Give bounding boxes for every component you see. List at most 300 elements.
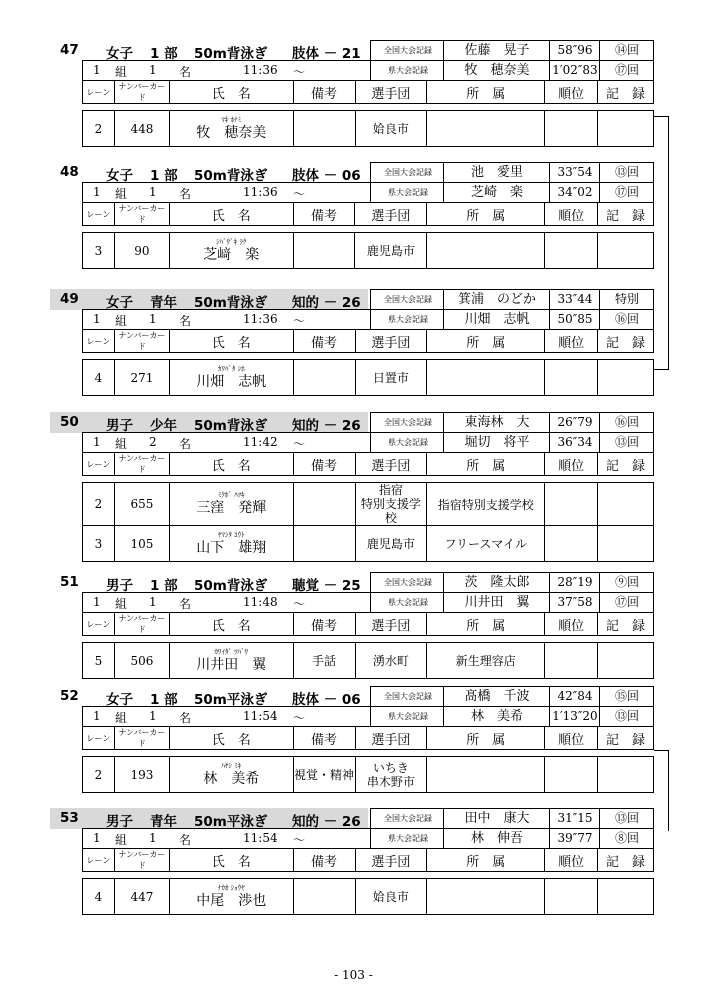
column-header-row	[83, 453, 654, 476]
affiliation: フリースマイル	[427, 526, 545, 562]
column-rank: 順位	[545, 453, 598, 476]
group-count: 1	[93, 595, 101, 609]
event-title-bar	[50, 40, 368, 61]
national-record-meet: ⑯回	[614, 415, 639, 429]
event-number: 47	[60, 42, 79, 58]
heat-info-row	[83, 310, 654, 330]
athlete-name: 川井田 翼	[196, 656, 267, 673]
national-record	[370, 162, 654, 183]
column-lane: レーン	[83, 727, 115, 750]
group-unit: 組	[115, 711, 128, 725]
column-team: 選手団	[355, 849, 427, 872]
remarks	[293, 879, 355, 915]
record	[598, 526, 654, 562]
column-number: ナンバーカード	[114, 453, 169, 476]
event-category: 知的 － 26	[292, 814, 361, 830]
column-team: 選手団	[355, 203, 427, 226]
athlete-name-cell	[169, 483, 293, 526]
tilde: ～	[293, 65, 306, 79]
prefecture-record-holder: 林 美希	[445, 707, 550, 726]
athlete-name: 中尾 渉也	[196, 892, 267, 909]
record	[598, 111, 654, 147]
heat-table	[82, 592, 654, 679]
national-record-holder: 佐藤 晃子	[445, 41, 550, 60]
column-record: 記 録	[598, 849, 654, 872]
number-card: 447	[114, 879, 169, 915]
national-record-holder: 東海林 大	[445, 413, 550, 432]
record	[598, 757, 654, 793]
column-team: 選手団	[355, 330, 427, 353]
group-count: 1	[93, 185, 101, 199]
heat-info	[83, 433, 356, 453]
column-number: ナンバーカード	[114, 849, 169, 872]
heat-info	[83, 183, 355, 203]
team-line: 串木野市	[366, 774, 415, 789]
rank	[545, 879, 598, 915]
event-sex: 女子	[106, 295, 133, 311]
national-record	[370, 289, 654, 310]
heat-info-row	[83, 707, 654, 727]
prefecture-record-time: 39″77	[551, 829, 600, 848]
person-count: 2	[149, 435, 157, 449]
start-time: 11:36	[243, 185, 278, 199]
prefecture-record-label: 県大会記録	[373, 310, 444, 329]
event-title-bar	[50, 412, 368, 433]
national-record-holder: 箕浦 のどか	[445, 290, 550, 309]
column-lane: レーン	[83, 453, 115, 476]
column-header-row	[83, 81, 654, 104]
column-rank: 順位	[545, 81, 598, 104]
team-line: 湧水町	[372, 653, 409, 668]
prefecture-record-meet: ⑬回	[614, 435, 639, 449]
person-unit: 名	[179, 597, 192, 611]
event-number: 50	[60, 414, 79, 430]
person-count: 1	[149, 595, 157, 609]
start-time: 11:42	[243, 435, 278, 449]
national-record	[370, 686, 654, 707]
heat-info-spacer	[355, 183, 654, 203]
event-division: 1 部	[150, 46, 178, 62]
rank	[545, 483, 598, 526]
heat-info-spacer	[355, 829, 654, 849]
column-team: 選手団	[355, 453, 427, 476]
column-record: 記 録	[598, 453, 654, 476]
event-sex: 男子	[106, 578, 133, 594]
national-record-label: 全国大会記録	[373, 687, 444, 706]
athlete-name: 川畑 志帆	[196, 373, 267, 390]
team	[355, 483, 427, 526]
person-unit: 名	[179, 65, 192, 79]
start-time: 11:36	[243, 63, 278, 77]
tilde: ～	[293, 597, 306, 611]
spacer-cell	[83, 636, 654, 643]
spacer-row	[83, 750, 654, 757]
group-count: 1	[93, 709, 101, 723]
column-team: 選手団	[355, 727, 427, 750]
start-time: 11:54	[243, 709, 278, 723]
prefecture-record-meet: ⑧回	[614, 831, 639, 845]
team	[355, 879, 427, 915]
national-record-meet: ⑬回	[614, 811, 639, 825]
prefecture-record-label: 県大会記録	[373, 829, 444, 848]
prefecture-record-label: 県大会記録	[373, 707, 444, 726]
lane: 4	[83, 879, 115, 915]
event-block	[50, 686, 654, 789]
tilde: ～	[293, 833, 306, 847]
heat-table	[82, 828, 654, 915]
affiliation	[427, 233, 545, 269]
team	[355, 526, 427, 562]
heat-table	[82, 309, 654, 396]
start-time: 11:36	[243, 312, 278, 326]
national-record-time: 58″96	[551, 41, 600, 60]
spacer-row	[83, 353, 654, 360]
athlete-name-cell	[169, 879, 293, 915]
number-card: 90	[114, 233, 169, 269]
national-record	[370, 808, 654, 829]
team-line: 特別支援学校	[360, 497, 421, 525]
event-stroke: 50m背泳ぎ	[194, 578, 268, 594]
prefecture-record-meet: ⑯回	[614, 312, 639, 326]
column-name: 氏 名	[169, 613, 293, 636]
column-remarks: 備考	[293, 330, 355, 353]
column-number: ナンバーカード	[114, 727, 169, 750]
team-line: 姶良市	[372, 121, 409, 136]
team-line: 鹿児島市	[366, 243, 415, 258]
event-number: 52	[60, 688, 79, 704]
athlete-name-cell	[169, 757, 293, 793]
column-record: 記 録	[598, 81, 654, 104]
prefecture-record-holder: 堀切 将平	[445, 433, 550, 452]
national-record-label: 全国大会記録	[373, 41, 444, 60]
prefecture-record-time: 1′13″20	[551, 707, 600, 726]
heat-info-spacer	[355, 310, 654, 330]
column-header-row	[83, 613, 654, 636]
group-unit: 組	[115, 437, 128, 451]
prefecture-record-meet: ⑬回	[614, 709, 639, 723]
national-record-meet: ⑬回	[614, 165, 639, 179]
affiliation	[427, 879, 545, 915]
heat-info	[83, 829, 356, 849]
national-record-label: 全国大会記録	[373, 573, 444, 592]
rank	[545, 111, 598, 147]
bracket-line-top	[654, 116, 669, 370]
column-affiliation: 所 属	[427, 203, 545, 226]
column-remarks: 備考	[293, 81, 355, 104]
event-stroke: 50m背泳ぎ	[194, 168, 268, 184]
national-record-holder: 池 愛里	[445, 163, 550, 182]
athlete-row	[83, 643, 654, 679]
event-sex: 男子	[106, 814, 133, 830]
heat-info	[83, 707, 356, 727]
spacer-cell	[83, 104, 654, 111]
column-rank: 順位	[545, 203, 598, 226]
spacer-cell	[83, 226, 654, 233]
column-header-row	[83, 330, 654, 353]
column-header-row	[83, 727, 654, 750]
spacer-row	[83, 476, 654, 483]
column-name: 氏 名	[169, 727, 293, 750]
prefecture-record-label: 県大会記録	[373, 61, 444, 80]
lane: 4	[83, 360, 115, 396]
athlete-name: 林 美希	[203, 770, 260, 787]
heat-info	[83, 310, 356, 330]
event-category: 聴覚 － 25	[292, 578, 361, 594]
prefecture-record-meet: ⑰回	[614, 185, 639, 199]
tilde: ～	[293, 314, 306, 328]
prefecture-record-time: 34″02	[551, 183, 600, 202]
column-remarks: 備考	[293, 727, 355, 750]
page-number: - 103 -	[334, 968, 373, 982]
heat-info-row	[83, 61, 654, 81]
heat-info-row	[83, 593, 654, 613]
group-count: 1	[93, 312, 101, 326]
heat-info-spacer	[355, 61, 654, 81]
remarks	[293, 483, 355, 526]
team-line: 指宿	[378, 483, 403, 497]
group-count: 1	[93, 831, 101, 845]
national-record-meet: ⑮回	[614, 689, 639, 703]
column-remarks: 備考	[293, 849, 355, 872]
column-remarks: 備考	[293, 453, 355, 476]
name-kana: ﾐｸﾎﾞ ﾊﾂｷ	[217, 491, 245, 499]
spacer-cell	[83, 353, 654, 360]
prefecture-record-holder: 川畑 志帆	[445, 310, 550, 329]
national-record-time: 33″44	[551, 290, 600, 309]
national-record-label: 全国大会記録	[373, 809, 444, 828]
prefecture-record-holder: 牧 穂奈美	[445, 61, 550, 80]
column-header-row	[83, 849, 654, 872]
event-block	[50, 808, 654, 909]
athlete-row	[83, 360, 654, 396]
event-number: 49	[60, 291, 79, 307]
heat-info-row	[83, 433, 654, 453]
rank	[545, 526, 598, 562]
column-lane: レーン	[83, 81, 115, 104]
event-division: 1 部	[150, 168, 178, 184]
event-division: 1 部	[150, 692, 178, 708]
column-header-row	[83, 203, 654, 226]
prefecture-record-holder: 林 伸吾	[445, 829, 550, 848]
group-unit: 組	[115, 65, 128, 79]
event-category: 肢体 － 06	[292, 168, 361, 184]
group-unit: 組	[115, 187, 128, 201]
column-team: 選手団	[355, 613, 427, 636]
person-count: 1	[149, 831, 157, 845]
column-rank: 順位	[545, 330, 598, 353]
national-record-holder: 田中 康大	[445, 809, 550, 828]
event-number: 51	[60, 574, 79, 590]
national-record-meet: 特別	[614, 292, 639, 306]
lane: 2	[83, 483, 115, 526]
rank	[545, 643, 598, 679]
national-record	[370, 572, 654, 593]
event-division: 青年	[150, 295, 177, 311]
number-card: 193	[114, 757, 169, 793]
event-title-bar	[50, 686, 368, 707]
prefecture-record-holder: 川井田 翼	[445, 593, 550, 612]
prefecture-record-label: 県大会記録	[373, 593, 444, 612]
record	[598, 233, 654, 269]
heat-info-spacer	[355, 593, 654, 613]
spacer-row	[83, 872, 654, 879]
event-block	[50, 40, 654, 141]
event-sex: 女子	[106, 692, 133, 708]
team-line: 姶良市	[372, 889, 409, 904]
column-number: ナンバーカード	[114, 81, 169, 104]
event-stroke: 50m平泳ぎ	[194, 814, 268, 830]
column-affiliation: 所 属	[427, 453, 545, 476]
athlete-name-cell	[169, 233, 293, 269]
prefecture-record-meet: ⑰回	[614, 595, 639, 609]
heat-table	[82, 432, 654, 562]
group-unit: 組	[115, 597, 128, 611]
prefecture-record-time: 50″85	[551, 310, 600, 329]
team-line: 鹿児島市	[366, 536, 415, 551]
name-kana: ｼﾊﾞｻﾞｷ ﾗｸ	[216, 237, 247, 246]
number-card: 271	[114, 360, 169, 396]
name-kana: ｶﾜﾊﾞﾀ ｼﾎ	[217, 364, 245, 373]
athlete-name-cell	[169, 643, 293, 679]
person-unit: 名	[179, 187, 192, 201]
spacer-row	[83, 104, 654, 111]
tilde: ～	[293, 711, 306, 725]
affiliation	[427, 757, 545, 793]
national-record-label: 全国大会記録	[373, 290, 444, 309]
tilde: ～	[293, 187, 306, 201]
event-division: 1 部	[150, 578, 178, 594]
remarks: 視覚・精神	[293, 757, 355, 793]
prefecture-record-label: 県大会記録	[373, 183, 444, 202]
column-remarks: 備考	[293, 203, 355, 226]
event-stroke: 50m背泳ぎ	[194, 295, 268, 311]
remarks	[293, 233, 355, 269]
column-name: 氏 名	[169, 81, 293, 104]
column-record: 記 録	[598, 203, 654, 226]
event-sex: 女子	[106, 46, 133, 62]
person-unit: 名	[179, 711, 192, 725]
person-unit: 名	[179, 437, 192, 451]
national-record-time: 42″84	[551, 687, 600, 706]
start-time: 11:48	[243, 595, 278, 609]
event-title-bar	[50, 572, 368, 593]
column-name: 氏 名	[169, 203, 293, 226]
team	[355, 233, 427, 269]
heat-info	[83, 61, 356, 81]
team	[355, 643, 427, 679]
event-block	[50, 572, 654, 673]
column-affiliation: 所 属	[427, 81, 545, 104]
national-record-time: 33″54	[551, 163, 600, 182]
national-record-time: 28″19	[551, 573, 600, 592]
start-time: 11:54	[243, 831, 278, 845]
column-affiliation: 所 属	[427, 613, 545, 636]
national-record-meet: ⑨回	[614, 575, 639, 589]
column-name: 氏 名	[169, 453, 293, 476]
athlete-name-cell	[169, 360, 293, 396]
spacer-row	[83, 636, 654, 643]
lane: 5	[83, 643, 115, 679]
athlete-name-cell	[169, 111, 293, 147]
national-record-meet: ⑭回	[614, 43, 639, 57]
affiliation: 新生理容店	[427, 643, 545, 679]
affiliation: 指宿特別支援学校	[427, 483, 545, 526]
rank	[545, 757, 598, 793]
event-stroke: 50m平泳ぎ	[194, 692, 268, 708]
group-unit: 組	[115, 314, 128, 328]
event-division: 少年	[150, 418, 177, 434]
national-record-time: 26″79	[551, 413, 600, 432]
athlete-row	[83, 526, 654, 562]
record	[598, 483, 654, 526]
event-stroke: 50m背泳ぎ	[194, 46, 268, 62]
prefecture-record-time: 1′02″83	[551, 61, 600, 80]
name-kana: ﾏｷ ﾎﾅﾐ	[221, 115, 242, 124]
athlete-name: 三窪 発輝	[196, 500, 267, 516]
athlete-row	[83, 483, 654, 526]
heat-table	[82, 706, 654, 793]
column-remarks: 備考	[293, 613, 355, 636]
number-card: 655	[114, 483, 169, 526]
event-number: 48	[60, 164, 79, 180]
column-affiliation: 所 属	[427, 727, 545, 750]
event-sex: 女子	[106, 168, 133, 184]
spacer-cell	[83, 872, 654, 879]
lane: 2	[83, 757, 115, 793]
event-number: 53	[60, 810, 79, 826]
remarks: 手話	[293, 643, 355, 679]
athlete-name: 牧 穂奈美	[196, 124, 267, 141]
event-block	[50, 162, 654, 263]
group-count: 1	[93, 435, 101, 449]
national-record	[370, 412, 654, 433]
number-card: 448	[114, 111, 169, 147]
lane: 3	[83, 233, 115, 269]
national-record-holder: 茨 隆太郎	[445, 573, 550, 592]
event-sex: 男子	[106, 418, 133, 434]
heat-info-spacer	[355, 433, 654, 453]
athlete-name: 芝﨑 楽	[203, 246, 260, 263]
column-lane: レーン	[83, 849, 115, 872]
column-number: ナンバーカード	[114, 203, 169, 226]
group-count: 1	[93, 63, 101, 77]
team-line: 日置市	[372, 370, 409, 385]
national-record-holder: 髙橋 千波	[445, 687, 550, 706]
event-category: 知的 － 26	[292, 418, 361, 434]
heat-table	[82, 182, 654, 269]
event-block	[50, 289, 654, 390]
event-category: 肢体 － 21	[292, 46, 361, 62]
lane: 3	[83, 526, 115, 562]
event-stroke: 50m背泳ぎ	[194, 418, 268, 434]
column-lane: レーン	[83, 613, 115, 636]
team	[355, 360, 427, 396]
event-category: 知的 － 26	[292, 295, 361, 311]
heat-info-spacer	[355, 707, 653, 727]
name-kana: ﾅｶｵ ｼｮｳﾔ	[217, 883, 245, 892]
national-record	[370, 40, 654, 61]
athlete-row	[83, 111, 654, 147]
affiliation	[427, 111, 545, 147]
heat-info	[83, 593, 356, 613]
remarks	[293, 526, 355, 562]
column-record: 記 録	[598, 330, 654, 353]
heat-info-row	[83, 183, 654, 203]
spacer-cell	[83, 750, 654, 757]
rank	[545, 233, 598, 269]
person-count: 1	[149, 63, 157, 77]
prefecture-record-holder: 芝崎 楽	[445, 183, 550, 202]
